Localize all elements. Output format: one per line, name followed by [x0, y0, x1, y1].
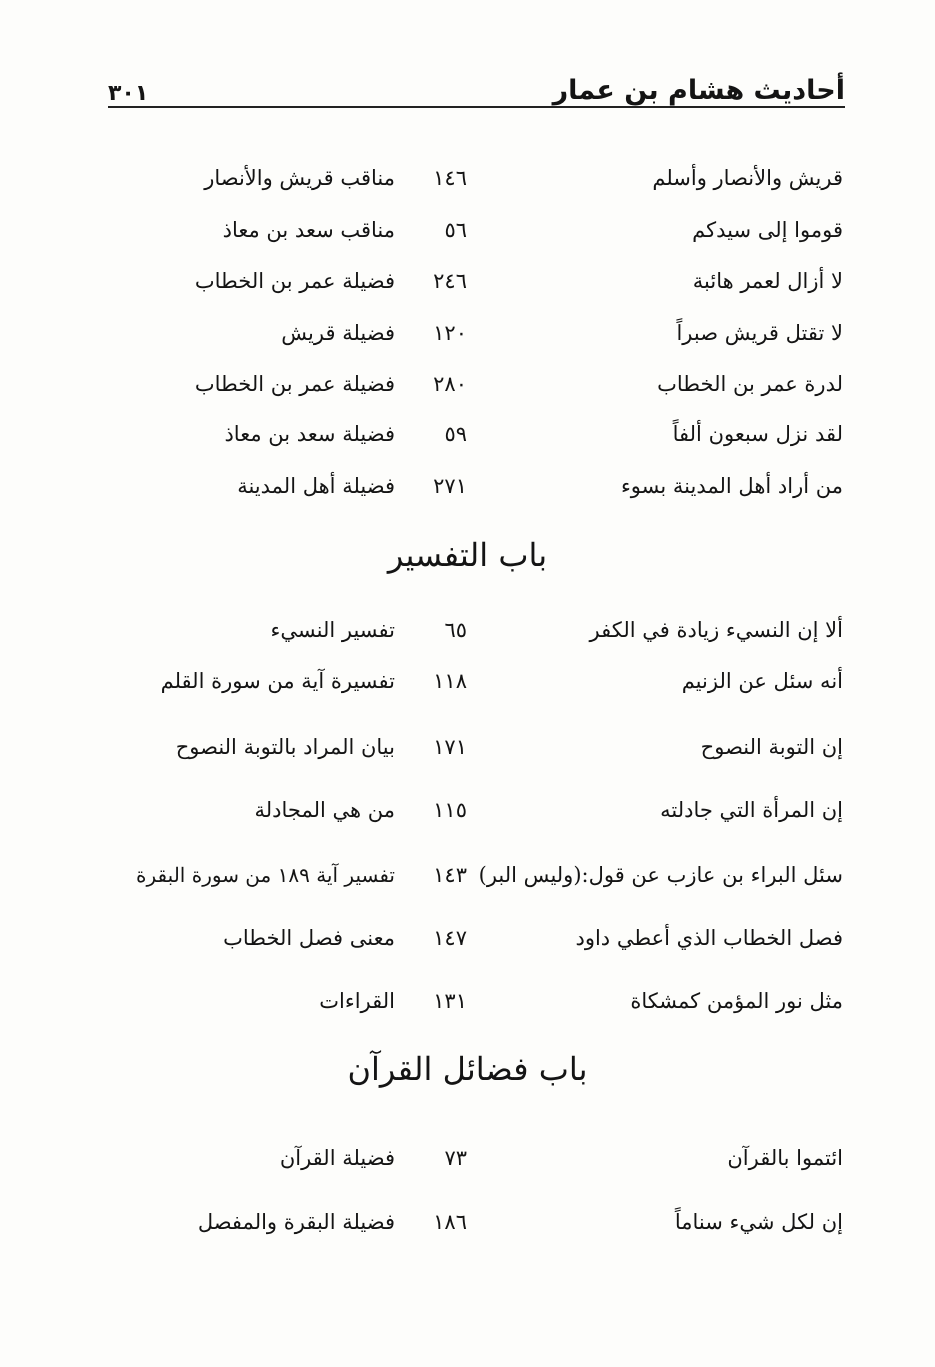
hadith-number: ٥٦ — [444, 218, 467, 242]
hadith-text: لا أزال لعمر هائبة — [692, 269, 843, 293]
hadith-text: لدرة عمر بن الخطاب — [657, 372, 843, 396]
index-row — [0, 610, 935, 650]
index-row — [0, 1138, 935, 1178]
hadith-number: ٢٧١ — [433, 474, 467, 498]
hadith-text: إن لكل شيء سناماً — [674, 1210, 843, 1234]
hadith-text: لا تقتل قريش صبراً — [676, 321, 843, 345]
hadith-text: إن التوبة النصوح — [700, 735, 843, 759]
hadith-number: ١٨٦ — [433, 1210, 467, 1234]
book-title: أحاديث هشام بن عمار — [552, 75, 845, 106]
hadith-topic: مناقب قريش والأنصار — [204, 166, 395, 190]
hadith-number: ١١٥ — [433, 798, 467, 822]
hadith-text: من أراد أهل المدينة بسوء — [620, 474, 843, 498]
hadith-topic: مناقب سعد بن معاذ — [222, 218, 395, 242]
hadith-number: ٢٤٦ — [433, 269, 467, 293]
index-row — [0, 414, 935, 454]
hadith-topic: فضيلة قريش — [281, 321, 395, 345]
hadith-text: قوموا إلى سيدكم — [692, 218, 843, 242]
index-row — [0, 981, 935, 1021]
index-row — [0, 790, 935, 830]
hadith-text: ائتموا بالقرآن — [727, 1146, 843, 1170]
hadith-text: ألا إن النسيء زيادة في الكفر — [589, 618, 843, 642]
hadith-text: فصل الخطاب الذي أعطي داود — [575, 926, 843, 950]
hadith-topic: معنى فصل الخطاب — [223, 926, 395, 950]
hadith-number: ١٤٦ — [433, 166, 467, 190]
section-heading-quran: باب فضائل القرآن — [347, 1050, 588, 1088]
hadith-topic: بيان المراد بالتوبة النصوح — [175, 735, 395, 759]
hadith-topic: فضيلة البقرة والمفصل — [197, 1210, 395, 1234]
hadith-number: ٢٨٠ — [433, 372, 467, 396]
hadith-text: قريش والأنصار وأسلم — [652, 166, 843, 190]
hadith-text: لقد نزل سبعون ألفاً — [672, 422, 843, 446]
index-row — [0, 210, 935, 250]
hadith-topic: فضيلة عمر بن الخطاب — [194, 372, 395, 396]
hadith-topic: فضيلة أهل المدينة — [237, 474, 395, 498]
hadith-number: ١٢٠ — [433, 321, 467, 345]
index-row — [0, 364, 935, 404]
index-row — [0, 661, 935, 701]
index-row — [0, 727, 935, 767]
index-row — [0, 158, 935, 198]
hadith-text: إن المرأة التي جادلته — [660, 798, 843, 822]
hadith-text: أنه سئل عن الزنيم — [681, 669, 843, 693]
hadith-topic: فضيلة عمر بن الخطاب — [194, 269, 395, 293]
index-row — [0, 855, 935, 895]
hadith-topic: من هي المجادلة — [254, 798, 395, 822]
index-row — [0, 261, 935, 301]
hadith-number: ١٣١ — [433, 989, 467, 1013]
index-row — [0, 918, 935, 958]
hadith-text: مثل نور المؤمن كمشكاة — [630, 989, 843, 1013]
section-heading-tafsir: باب التفسير — [387, 536, 548, 574]
hadith-topic: تفسير النسيء — [270, 618, 395, 642]
index-row — [0, 313, 935, 353]
hadith-number: ٥٩ — [444, 422, 467, 446]
index-row — [0, 1202, 935, 1242]
page-number: ٣٠١ — [108, 81, 149, 106]
hadith-topic: القراءات — [319, 989, 395, 1013]
hadith-number: ١٧١ — [433, 735, 467, 759]
index-row — [0, 466, 935, 506]
hadith-number: ٦٥ — [444, 618, 467, 642]
hadith-number: ١٤٧ — [433, 926, 467, 950]
hadith-topic: فضيلة القرآن — [279, 1146, 395, 1170]
header-rule — [108, 106, 845, 108]
hadith-topic: تفسيرة آية من سورة القلم — [160, 669, 395, 693]
hadith-topic: تفسير آية ١٨٩ من سورة البقرة — [136, 863, 395, 887]
hadith-text: سئل البراء بن عازب عن قول:(وليس البر) — [478, 863, 843, 887]
hadith-topic: فضيلة سعد بن معاذ — [224, 422, 395, 446]
hadith-number: ١١٨ — [433, 669, 467, 693]
page-header — [108, 70, 845, 106]
hadith-number: ١٤٣ — [433, 863, 467, 887]
hadith-number: ٧٣ — [444, 1146, 467, 1170]
